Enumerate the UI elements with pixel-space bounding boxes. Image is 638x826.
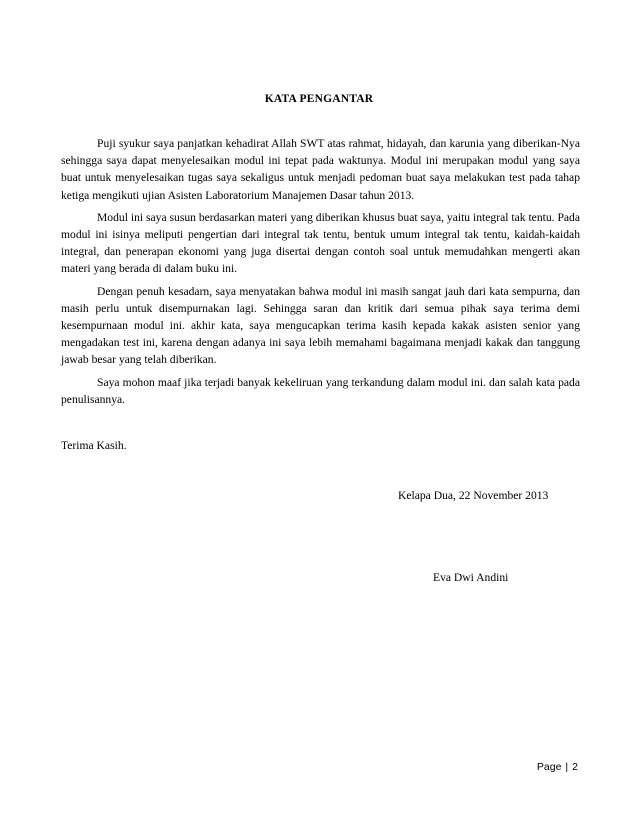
- closing-text: Terima Kasih.: [61, 439, 127, 452]
- paragraph-3: Dengan penuh kesadarn, saya menyatakan bahwa modul ini masih sangat jauh dari kata sempurna, dan masih perlu untuk disempurnakan lagi. Sehingga saran dan kritik dari semua pihak saya terima demi kesempurnaan modul ini. akhir kata, saya mengucapkan terima kasih kepada kakak asisten senior yang mengadakan test ini, karena dengan adanya ini saya lebih memahami bagaimana menjadi kakak dan tanggung jawab besar yang telah diberikan.: [61, 284, 580, 367]
- paragraph-4: Saya mohon maaf jika terjadi banyak kekeliruan yang terkandung dalam modul ini. dan salah kata pada penulisannya.: [61, 375, 580, 406]
- page-title: KATA PENGANTAR: [264, 93, 374, 105]
- place-date: Kelapa Dua, 22 November 2013: [398, 489, 549, 502]
- paragraph-2: Modul ini saya susun berdasarkan materi yang diberikan khusus buat saya, yaitu integral tak tentu. Pada modul ini isinya meliputi pengertian dari integral tak tentu, bentuk umum integral tak tentu, kaidah-kaidah integral, dan penerapan ekonomi yang juga disertai dengan contoh soal untuk memudahkan mengerti akan materi yang berada di dalam buku ini.: [61, 210, 580, 276]
- page-footer: [537, 761, 578, 773]
- page-separator: |: [565, 761, 569, 773]
- paragraph-1: Puji syukur saya panjatkan kehadirat Allah SWT atas rahmat, hidayah, dan karunia yang diberikan-Nya sehingga saya dapat menyelesaikan modul ini tepat pada waktunya. Modul ini merupakan modul yang saya buat untuk menyelesaikan tugas saya sekaligus untuk menjadi pedoman buat saya melakukan test pada tahap ketiga mengikuti ujian Asisten Laboratorium Manajemen Dasar tahun 2013.: [61, 137, 580, 202]
- body-text: [61, 135, 580, 413]
- page-label: Page: [536, 761, 562, 773]
- signer-name: Eva Dwi Andini: [433, 571, 509, 584]
- page-number: 2: [572, 761, 578, 773]
